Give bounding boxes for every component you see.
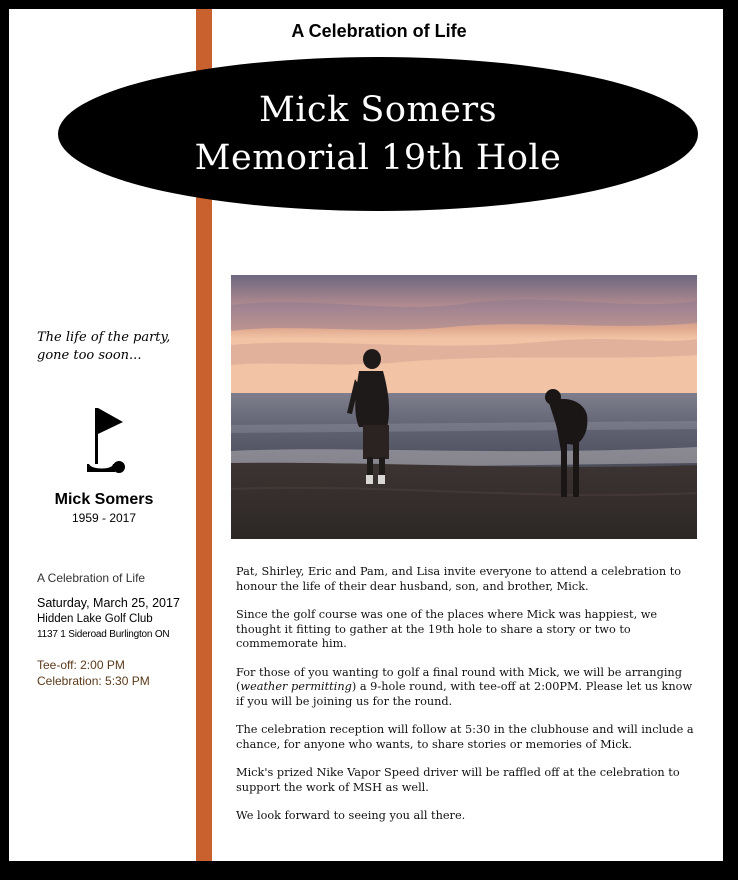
page-header: A Celebration of Life: [291, 21, 467, 41]
event-address: 1137 1 Sideroad Burlington ON: [37, 629, 170, 640]
invitation-body: [236, 565, 696, 838]
paragraph-golf-round: For those of you wanting to golf a final round with Mick, we will be arranging (weather permitting) a 9-hole round, with tee-off at 2:00PM. Please let us know if you will be joining us for the round.: [236, 665, 693, 708]
event-venue: Hidden Lake Golf Club: [37, 613, 153, 625]
tee-off-time: Tee-off: 2:00 PM: [37, 658, 125, 672]
memorial-years: 1959 - 2017: [71, 511, 137, 525]
sunset-beach-photo: [231, 275, 697, 539]
paragraph-closing: We look forward to seeing you all there.: [236, 809, 466, 822]
event-label: A Celebration of Life: [37, 571, 146, 585]
celebration-time: Celebration: 5:30 PM: [37, 674, 150, 688]
paragraph-19th-hole: Since the golf course was one of the places where Mick was happiest, we thought it fitting to gather at the 19th hole to share a story or two to commemorate him.: [236, 608, 658, 650]
flyer-page: [9, 9, 723, 861]
memorial-name: Mick Somers: [54, 491, 154, 508]
paragraph-invite: Pat, Shirley, Eric and Pam, and Lisa invite everyone to attend a celebration to honour the life of their dear husband, son, and brother, Mick.: [236, 565, 682, 593]
paragraph-raffle: Mick's prized Nike Vapor Speed driver will be raffled off at the celebration to support the work of MSH as well.: [236, 766, 680, 794]
sidebar-tagline: [37, 329, 170, 365]
event-details: [37, 571, 180, 689]
paragraph-reception: The celebration reception will follow at 5:30 in the clubhouse and will include a chance, for anyone who wants, to share stories or memories of Mick.: [236, 723, 694, 751]
title-banner: [58, 57, 698, 211]
banner-name: Mick Somers: [258, 90, 498, 130]
tagline-line-1: The life of the party,: [37, 330, 171, 345]
tagline-line-2: gone too soon...: [37, 348, 142, 363]
event-date: Saturday, March 25, 2017: [37, 596, 180, 610]
golf-flag-icon: [87, 404, 127, 479]
banner-subtitle: Memorial 19th Hole: [194, 138, 562, 178]
weather-note: weather permitting: [240, 680, 352, 693]
photo-image: [231, 275, 697, 539]
